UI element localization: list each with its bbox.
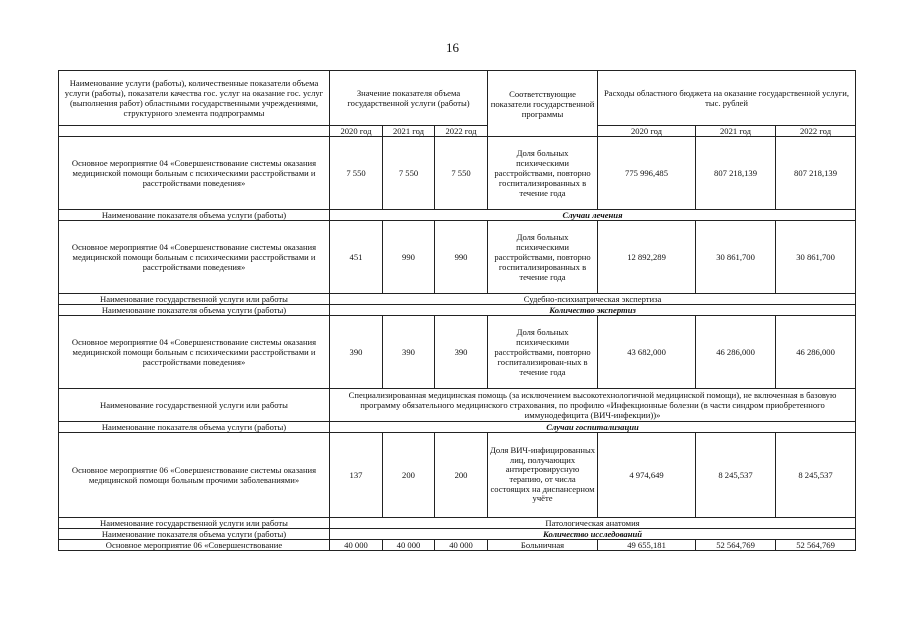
service-row (59, 518, 856, 529)
expense-2021: 52 564,769 (696, 540, 776, 551)
volume-2021: 200 (383, 433, 435, 518)
volume-2022: 40 000 (435, 540, 488, 551)
program-indicator: Доля больных психическими расстройствами, повторно госпитализирован-ных в течение года (488, 316, 598, 389)
volume-year-2022: 2022 год (435, 126, 488, 137)
expense-year-2022: 2022 год (776, 126, 856, 137)
service-row (59, 294, 856, 305)
volume-year-2021: 2021 год (383, 126, 435, 137)
section-label: Наименование показателя объема услуги (работы) (59, 210, 330, 221)
volume-year-2020: 2020 год (330, 126, 383, 137)
program-indicator: Доля больных психическими расстройствами, повторно госпитализированных в течение года (488, 137, 598, 210)
expense-2021: 30 861,700 (696, 221, 776, 294)
volume-2020: 390 (330, 316, 383, 389)
section-row (59, 422, 856, 433)
expense-2022: 46 286,000 (776, 316, 856, 389)
services-table (58, 70, 856, 551)
volume-2020: 451 (330, 221, 383, 294)
header-year-blank (59, 126, 330, 137)
year-row (59, 126, 856, 137)
section-value: Случаи лечения (330, 210, 856, 221)
volume-2020: 40 000 (330, 540, 383, 551)
expense-2020: 775 996,485 (598, 137, 696, 210)
volume-2022: 7 550 (435, 137, 488, 210)
expense-2020: 49 655,181 (598, 540, 696, 551)
section-label: Наименование показателя объема услуги (работы) (59, 422, 330, 433)
section-row (59, 529, 856, 540)
volume-2022: 390 (435, 316, 488, 389)
section-value: Количество исследований (330, 529, 856, 540)
volume-2021: 7 550 (383, 137, 435, 210)
volume-2021: 40 000 (383, 540, 435, 551)
expense-2022: 52 564,769 (776, 540, 856, 551)
program-indicator: Доля больных психическими расстройствами, повторно госпитализированных в течение года (488, 221, 598, 294)
header-expense-col: Расходы областного бюджета на оказание государственной услуги, тыс. рублей (598, 71, 856, 126)
section-row (59, 210, 856, 221)
service-value: Специализированная медицинская помощь (за исключением высокотехнологичной медицинской помощи), не включенная в базовую программу обязательного медицинского страхования, по профилю «Инфекционные болезни (в части синдром приобретенного иммунодефицита (ВИЧ-инфекции))» (330, 389, 856, 422)
section-label: Наименование показателя объема услуги (работы) (59, 305, 330, 316)
table-row (59, 316, 856, 389)
page-number: 16 (446, 40, 459, 55)
expense-2020: 43 682,000 (598, 316, 696, 389)
service-value: Судебно-психиатрическая экспертиза (330, 294, 856, 305)
service-label: Наименование государственной услуги или работы (59, 518, 330, 529)
row-name: Основное мероприятие 06 «Совершенствование системы оказания медицинской помощи больным прочими заболеваниями» (59, 433, 330, 518)
table-row (59, 137, 856, 210)
expense-2022: 30 861,700 (776, 221, 856, 294)
section-row (59, 305, 856, 316)
volume-2020: 137 (330, 433, 383, 518)
header-volume-col: Значение показателя объема государственной услуги (работы) (330, 71, 488, 126)
expense-year-2020: 2020 год (598, 126, 696, 137)
expense-2022: 807 218,139 (776, 137, 856, 210)
program-indicator: Больничная (488, 540, 598, 551)
row-name: Основное мероприятие 04 «Совершенствование системы оказания медицинской помощи больным с психическими расстройствами и расстройствами поведения» (59, 137, 330, 210)
program-indicator: Доля ВИЧ-инфицированных лиц, получающих антиретровирусную терапию, от числа состоящих на диспансерном учёте (488, 433, 598, 518)
expense-2021: 807 218,139 (696, 137, 776, 210)
header-program-col: Соответствующие показатели государственной программы (488, 71, 598, 137)
expense-2020: 12 892,289 (598, 221, 696, 294)
expense-2022: 8 245,537 (776, 433, 856, 518)
service-value: Патологическая анатомия (330, 518, 856, 529)
expense-2021: 8 245,537 (696, 433, 776, 518)
table-row (59, 221, 856, 294)
volume-2021: 990 (383, 221, 435, 294)
volume-2021: 390 (383, 316, 435, 389)
section-value: Количество экспертиз (330, 305, 856, 316)
section-value: Случаи госпитализации (330, 422, 856, 433)
expense-2021: 46 286,000 (696, 316, 776, 389)
volume-2020: 7 550 (330, 137, 383, 210)
volume-2022: 200 (435, 433, 488, 518)
row-name: Основное мероприятие 06 «Совершенствование (59, 540, 330, 551)
service-label: Наименование государственной услуги или работы (59, 389, 330, 422)
table-row (59, 433, 856, 518)
row-name: Основное мероприятие 04 «Совершенствование системы оказания медицинской помощи больным с психическими расстройствами и расстройствами поведения» (59, 316, 330, 389)
expense-2020: 4 974,649 (598, 433, 696, 518)
expense-year-2021: 2021 год (696, 126, 776, 137)
header-name-col: Наименование услуги (работы), количественные показатели объема услуги (работы), показатели качества гос. услуг на оказание гос. услуг (выполнения работ) областными государственными учреждениями, структурного элемента подпрограммы (59, 71, 330, 126)
volume-2022: 990 (435, 221, 488, 294)
service-label: Наименование государственной услуги или работы (59, 294, 330, 305)
service-row (59, 389, 856, 422)
table-row (59, 540, 856, 551)
header-row (59, 71, 856, 126)
row-name: Основное мероприятие 04 «Совершенствование системы оказания медицинской помощи больным с психическими расстройствами и расстройствами поведения» (59, 221, 330, 294)
section-label: Наименование показателя объема услуги (работы) (59, 529, 330, 540)
